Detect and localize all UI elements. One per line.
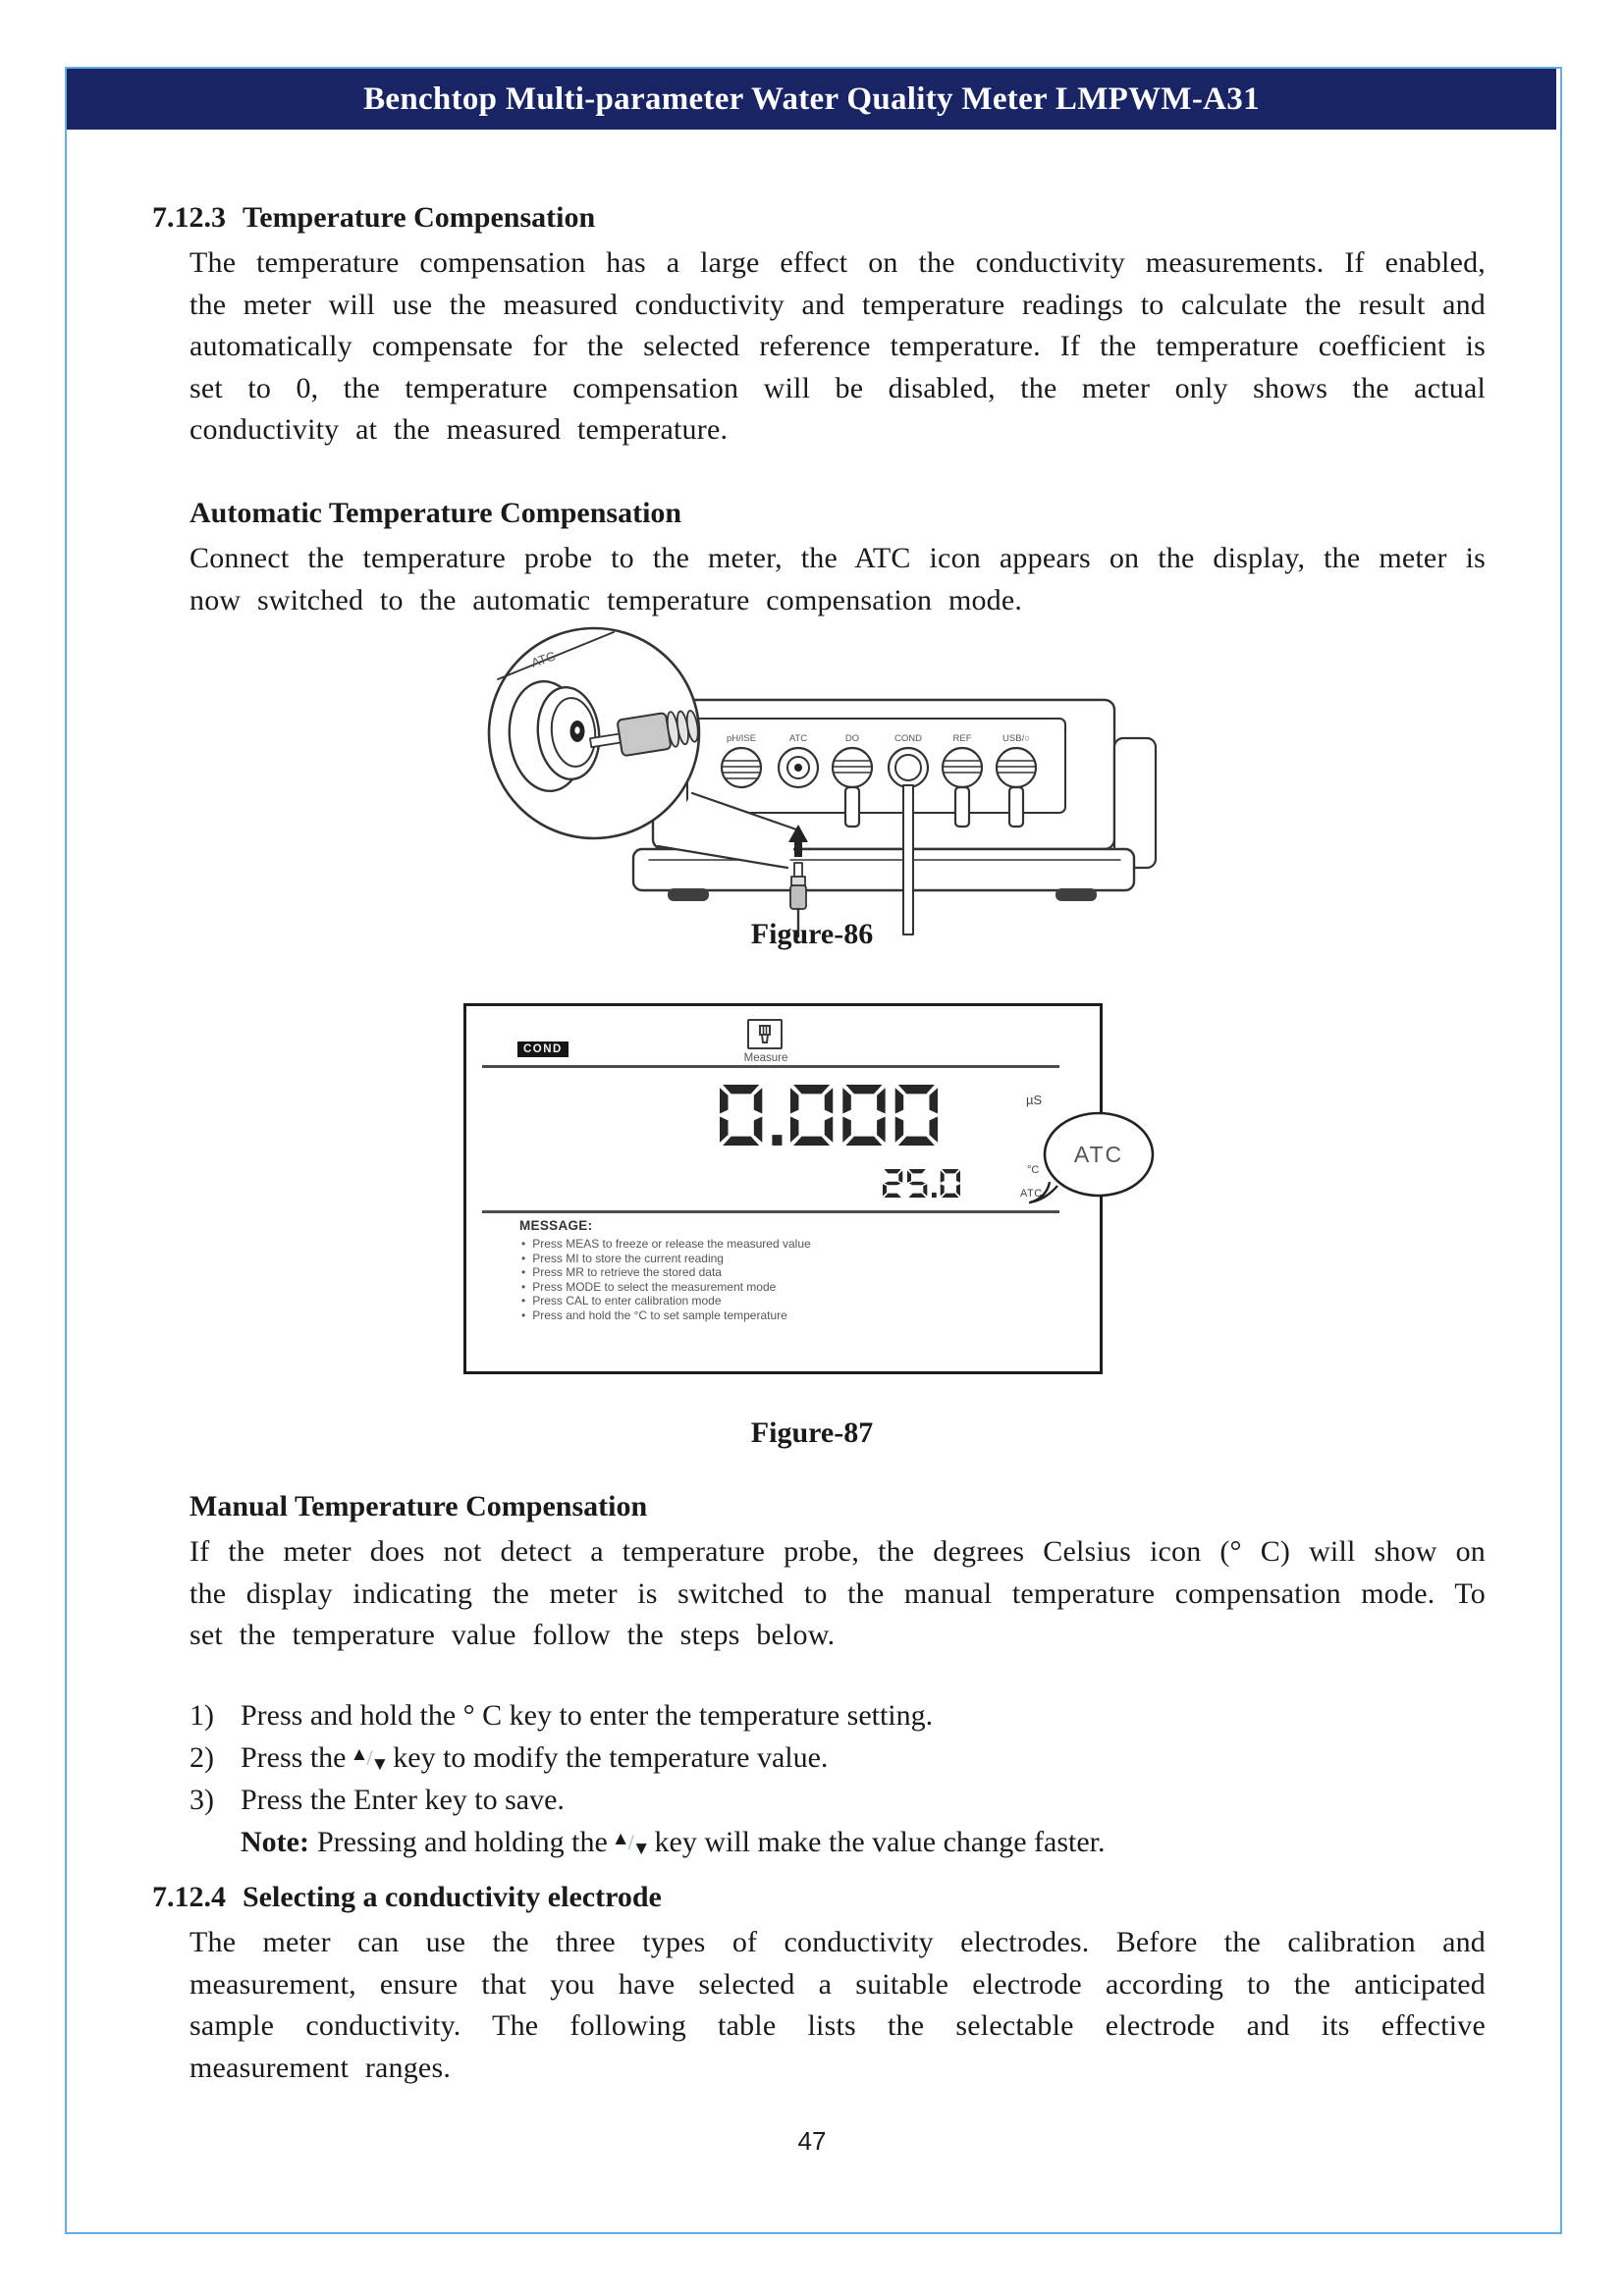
message-item: • Press MEAS to freeze or release the measured value (521, 1237, 811, 1252)
manual-steps (189, 1699, 1486, 1868)
manual-temp-comp-heading: Manual Temperature Compensation (189, 1490, 648, 1522)
connector-label-usb: USB/○ (1002, 733, 1030, 744)
manual-temp-comp-body: If the meter does not detect a temperature probe, the degrees Celsius icon (° C) will show on the display indicating the meter is switched to the manual temperature compensation mode. To set the temperature value follow the steps below. (189, 1535, 1486, 1651)
message-item: • Press CAL to enter calibration mode (521, 1294, 811, 1308)
note-row (189, 1826, 1486, 1868)
step-2-number: 2) (189, 1741, 214, 1774)
connector-label-atc: ATC (788, 733, 808, 744)
page-title: Benchtop Multi-parameter Water Quality Meter LMPWM-A31 (363, 80, 1260, 117)
cond-cable (903, 785, 913, 934)
message-item: • Press and hold the °C to set sample temperature (521, 1308, 811, 1323)
step-2-text: Press the ▲/▼ key to modify the temperature value. (241, 1741, 829, 1775)
section-7-12-4-number: 7.12.4 (152, 1881, 226, 1913)
section-7-12-4-body: The meter can use the three types of conductivity electrodes. Before the calibration and measurement, ensure that you have selected a suitable electrode according to the anticipated sample conductivity. The following table lists the selectable electrode and its effective measurement ranges. (189, 1926, 1486, 2084)
step-3-number: 3) (189, 1784, 214, 1816)
conductivity-unit: µS (1026, 1093, 1043, 1107)
step-3 (189, 1784, 1486, 1826)
section-7-12-3-title: Temperature Compensation (243, 201, 596, 234)
atc-bubble (1034, 1105, 1177, 1209)
up-down-keys-icon: ▲/▼ (350, 1744, 390, 1775)
message-panel (519, 1218, 811, 1322)
conductivity-reading (720, 1085, 938, 1150)
magnifier-atc-label: ATC (529, 648, 558, 670)
atc-bubble-label: ATC (1073, 1142, 1124, 1167)
atc-flag: ATC (1020, 1188, 1043, 1200)
step-3-text: Press the Enter key to save. (241, 1784, 565, 1816)
display-divider-bottom (482, 1210, 1059, 1213)
temperature-unit: °C (1027, 1164, 1040, 1176)
step-1 (189, 1699, 1486, 1741)
section-7-12-3-number: 7.12.3 (152, 201, 226, 234)
step-1-text: Press and hold the ° C key to enter the temperature setting. (241, 1699, 934, 1732)
note-text: Pressing and holding the ▲/▼ key will make the value change faster. (316, 1826, 1106, 1859)
section-7-12-3-body: The temperature compensation has a large effect on the conductivity measurements. If enabled, the meter will use the measured conductivity and temperature readings to calculate the result and automatically compensate for the selected reference temperature. If the temperature coefficient is set to 0, the temperature compensation will be disabled, the meter only shows the actual conductivity at the measured temperature. (189, 246, 1486, 446)
mode-badge: COND (517, 1041, 568, 1057)
figure-86-caption: Figure-86 (750, 918, 874, 950)
step-1-number: 1) (189, 1699, 214, 1732)
message-list (521, 1237, 811, 1322)
section-7-12-4-title: Selecting a conductivity electrode (243, 1881, 662, 1913)
page-header (67, 69, 1556, 130)
step-2 (189, 1741, 1486, 1784)
atc-plug-magnifier (489, 628, 700, 838)
connector-label-do: DO (844, 733, 860, 744)
figure-87-caption: Figure-87 (750, 1416, 874, 1449)
message-item: • Press MODE to select the measurement mode (521, 1280, 811, 1295)
message-item: • Press MI to store the current reading (521, 1252, 811, 1266)
message-item: • Press MR to retrieve the stored data (521, 1265, 811, 1280)
connector-label-cond: COND (894, 733, 922, 744)
connector-label-phise: pH/ISE (726, 733, 757, 744)
up-down-keys-icon: ▲/▼ (611, 1829, 651, 1859)
auto-temp-comp-heading: Automatic Temperature Compensation (189, 497, 682, 529)
display-figure (463, 1003, 1124, 1374)
measure-label: Measure (743, 1052, 788, 1064)
message-title: MESSAGE: (519, 1218, 593, 1233)
page-number: 47 (797, 2126, 827, 2156)
auto-temp-comp-body: Connect the temperature probe to the meter, the ATC icon appears on the display, the meter is now switched to the automatic temperature compensation mode. (189, 542, 1486, 616)
temperature-reading (883, 1169, 960, 1202)
atc-jack (779, 748, 818, 787)
meter-rear-panel-figure (457, 611, 1164, 944)
connector-label-ref: REF (952, 733, 972, 744)
note-label: Note: (241, 1826, 309, 1858)
display-divider-top (482, 1065, 1059, 1068)
measure-icon (747, 1019, 783, 1049)
